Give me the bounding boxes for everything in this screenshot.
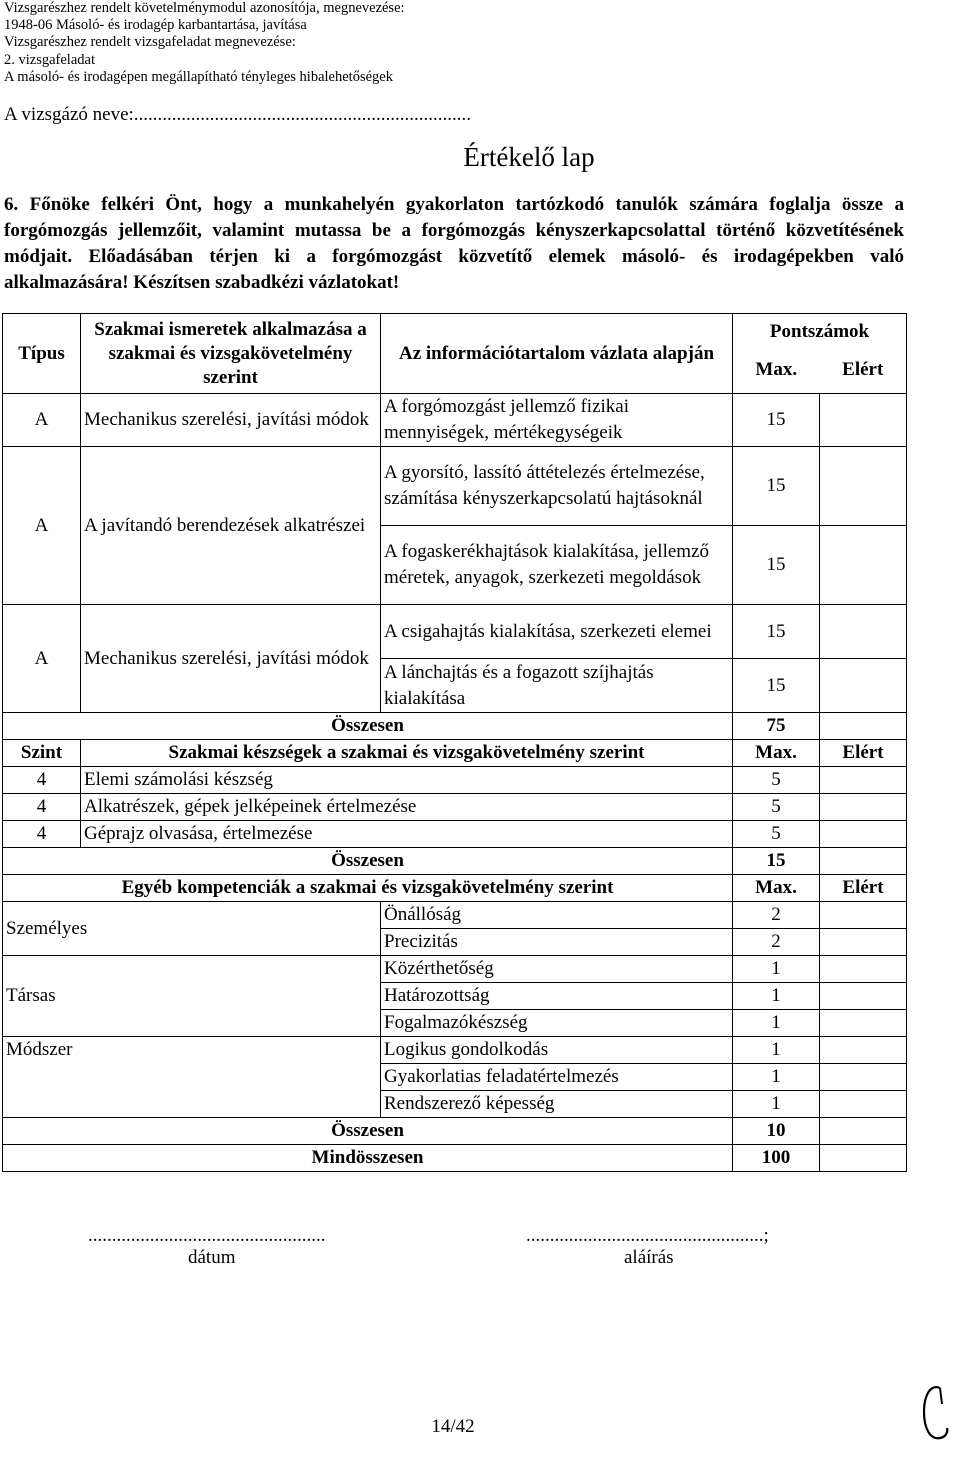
col-header-achieved: Elért [820, 740, 907, 767]
max-cell: 1 [733, 983, 820, 1010]
competency-group: Társas [3, 956, 381, 1037]
table-row [3, 447, 907, 526]
achieved-label: Elért [842, 358, 884, 380]
grand-total-max: 100 [733, 1145, 820, 1172]
achieved-cell[interactable] [820, 929, 907, 956]
header-line: Vizsgarészhez rendelt vizsgafeladat megnevezése: [4, 34, 296, 51]
competency-item: Gyakorlatias feladatértelmezés [381, 1064, 733, 1091]
max-cell: 15 [733, 447, 820, 526]
achieved-cell[interactable] [820, 1064, 907, 1091]
grand-total-achieved[interactable] [820, 1145, 907, 1172]
max-cell: 15 [733, 605, 820, 659]
col-header-type: Típus [3, 314, 81, 394]
info-cell: A fogaskerékhajtások kialakítása, jellemző méretek, anyagok, szerkezeti megoldások [381, 526, 733, 605]
info-cell: A lánchajtás és a fogazott szíjhajtás kialakítása [381, 659, 733, 713]
subtotal-label: Összesen [3, 848, 733, 875]
date-line[interactable]: .................................................. [88, 1225, 326, 1246]
competencies-header-row [3, 875, 907, 902]
signature-line[interactable]: ..................................................; [526, 1225, 769, 1246]
competency-item: Logikus gondolkodás [381, 1037, 733, 1064]
info-cell: A forgómozgást jellemző fizikai mennyiségek, mértékegységeik [381, 394, 733, 447]
evaluation-table [2, 313, 907, 1172]
competency-item: Határozottság [381, 983, 733, 1010]
competency-item: Önállóság [381, 902, 733, 929]
col-header-points [733, 314, 907, 394]
max-cell: 2 [733, 929, 820, 956]
subtotal-row [3, 713, 907, 740]
header-line: 1948-06 Másoló- és irodagép karbantartása, javítása [4, 17, 307, 34]
achieved-cell[interactable] [820, 902, 907, 929]
subtotal-label: Összesen [3, 1118, 733, 1145]
table-row [3, 394, 907, 447]
document-header [4, 0, 405, 86]
col-header-competencies: Egyéb kompetenciák a szakmai és vizsgakövetelmény szerint [3, 875, 733, 902]
max-cell: 1 [733, 1010, 820, 1037]
achieved-cell[interactable] [820, 983, 907, 1010]
task-description: 6. Főnöke felkéri Önt, hogy a munkahelyén gyakorlaton tartózkodó tanulók számára foglalja össze a forgómozgás jellemzőit, valamint mutassa be a forgómozgás kényszerkapcsolattal történő közvetítésének módjait. Előadásában térjen ki a forgómozgást közvetítő elemek másoló- és irodagépekben való alkalmazására! Készítsen szabadkézi vázlatokat! [4, 194, 904, 293]
achieved-cell[interactable] [820, 956, 907, 983]
max-cell: 2 [733, 902, 820, 929]
skill-cell: A javítandó berendezések alkatrészei [81, 447, 381, 605]
subtotal-max: 75 [733, 713, 820, 740]
max-cell: 5 [733, 794, 820, 821]
achieved-cell[interactable] [820, 1037, 907, 1064]
type-cell: A [3, 605, 81, 713]
max-cell: 1 [733, 1064, 820, 1091]
competency-item: Fogalmazókészség [381, 1010, 733, 1037]
achieved-cell[interactable] [820, 1091, 907, 1118]
col-header-skill: Szakmai ismeretek alkalmazása a szakmai és vizsgakövetelmény szerint [81, 314, 381, 394]
achieved-cell[interactable] [820, 659, 907, 713]
achieved-cell[interactable] [820, 1010, 907, 1037]
subtotal-label: Összesen [3, 713, 733, 740]
skill-cell: Mechanikus szerelési, javítási módok [81, 394, 381, 447]
col-header-achieved: Elért [820, 875, 907, 902]
skill-cell: Géprajz olvasása, értelmezése [81, 821, 733, 848]
subtotal-max: 10 [733, 1118, 820, 1145]
handwritten-initial-icon [918, 1382, 952, 1444]
skill-cell: Elemi számolási készség [81, 767, 733, 794]
max-cell: 15 [733, 526, 820, 605]
table-row [3, 605, 907, 659]
skills-header-row [3, 740, 907, 767]
skill-cell: Mechanikus szerelési, javítási módok [81, 605, 381, 713]
header-line: 2. vizsgafeladat [4, 51, 95, 68]
table-row [3, 794, 907, 821]
table-row [3, 821, 907, 848]
level-cell: 4 [3, 821, 81, 848]
subtotal-achieved[interactable] [820, 848, 907, 875]
grand-total-row [3, 1145, 907, 1172]
type-cell: A [3, 394, 81, 447]
skill-cell: Alkatrészek, gépek jelképeinek értelmezése [81, 794, 733, 821]
max-cell: 15 [733, 659, 820, 713]
competency-item: Közérthetőség [381, 956, 733, 983]
header-line: Vizsgarészhez rendelt követelménymodul azonosítója, megnevezése: [4, 0, 405, 16]
col-header-max: Max. [733, 875, 820, 902]
table-row [3, 902, 907, 929]
col-header-info: Az információtartalom vázlata alapján [381, 314, 733, 394]
page-number: 14/42 [431, 1416, 475, 1437]
col-header-level: Szint [3, 740, 81, 767]
level-cell: 4 [3, 794, 81, 821]
achieved-cell[interactable] [820, 394, 907, 447]
points-label: Pontszámok [769, 320, 870, 342]
max-cell: 1 [733, 1037, 820, 1064]
col-header-max: Max. [733, 740, 820, 767]
examinee-name-field[interactable]: A vizsgázó neve:....................................................................... [4, 104, 472, 125]
subtotal-row [3, 1118, 907, 1145]
max-cell: 1 [733, 956, 820, 983]
achieved-cell[interactable] [820, 605, 907, 659]
info-cell: A csigahajtás kialakítása, szerkezeti elemei [381, 605, 733, 659]
table-row [3, 1037, 907, 1064]
level-cell: 4 [3, 767, 81, 794]
competency-item: Rendszerező képesség [381, 1091, 733, 1118]
max-label: Max. [755, 358, 798, 380]
date-label: dátum [188, 1247, 236, 1268]
subtotal-row [3, 848, 907, 875]
achieved-cell[interactable] [820, 447, 907, 526]
competency-group: Személyes [3, 902, 381, 956]
max-cell: 5 [733, 767, 820, 794]
info-cell: A gyorsító, lassító áttételezés értelmezése, számítása kényszerkapcsolatú hajtásoknál [381, 447, 733, 526]
achieved-cell[interactable] [820, 767, 907, 794]
signature-label: aláírás [624, 1247, 674, 1268]
table-row [3, 956, 907, 983]
header-line: A másoló- és irodagépen megállapítható tényleges hibalehetőségek [4, 68, 393, 85]
achieved-cell[interactable] [820, 794, 907, 821]
competency-item: Precizitás [381, 929, 733, 956]
achieved-cell[interactable] [820, 526, 907, 605]
achieved-cell[interactable] [820, 821, 907, 848]
type-cell: A [3, 447, 81, 605]
max-cell: 5 [733, 821, 820, 848]
max-cell: 1 [733, 1091, 820, 1118]
subtotal-max: 15 [733, 848, 820, 875]
page-title: Értékelő lap [463, 142, 595, 172]
subtotal-achieved[interactable] [820, 713, 907, 740]
grand-total-label: Mindösszesen [3, 1145, 733, 1172]
subtotal-achieved[interactable] [820, 1118, 907, 1145]
competency-group: Módszer [3, 1037, 381, 1118]
table-row [3, 767, 907, 794]
col-header-skills: Szakmai készségek a szakmai és vizsgakövetelmény szerint [81, 740, 733, 767]
max-cell: 15 [733, 394, 820, 447]
